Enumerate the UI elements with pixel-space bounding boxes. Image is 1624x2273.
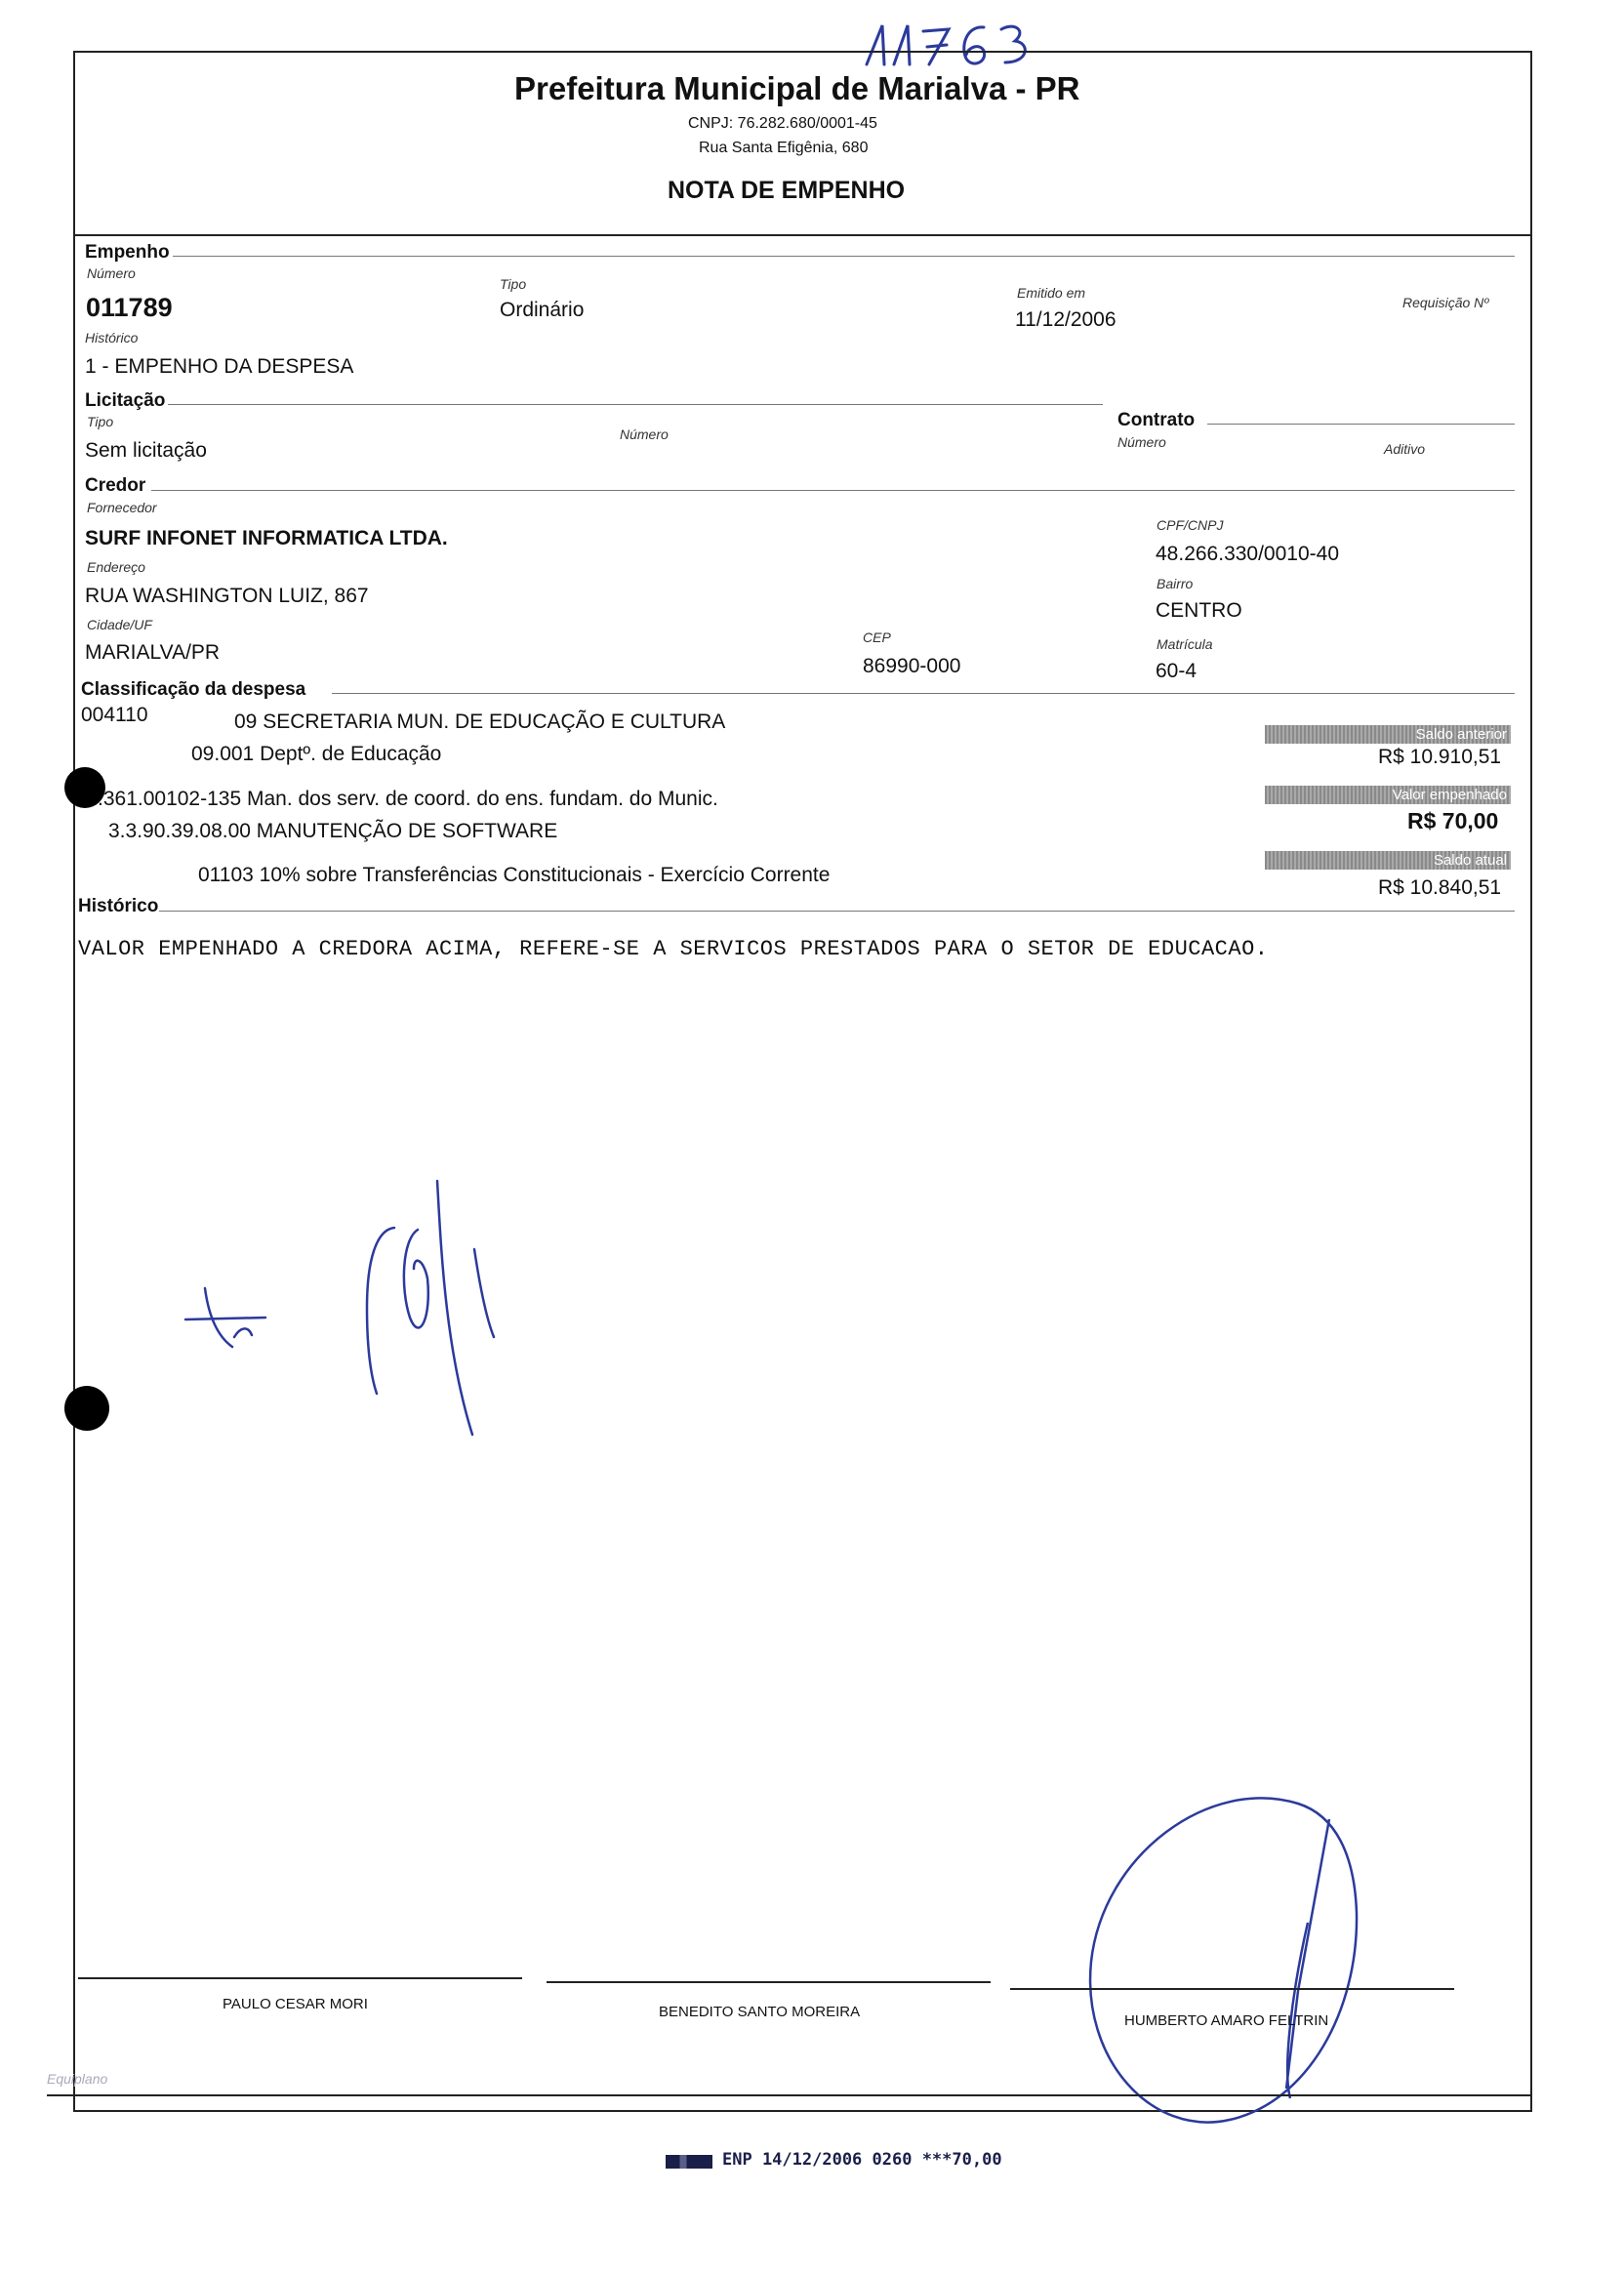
empenho-numero-label: Número: [87, 265, 136, 281]
classificacao-funcional: .361.00102-135 Man. dos serv. de coord. do ens. fundam. do Munic.: [98, 788, 718, 810]
cpf-label: CPF/CNPJ: [1157, 517, 1224, 533]
fornecedor-value: SURF INFONET INFORMATICA LTDA.: [85, 527, 448, 549]
empenho-tipo: Ordinário: [500, 299, 585, 321]
licitacao-tipo: Sem licitação: [85, 439, 207, 462]
credor-rule: [151, 490, 1515, 491]
licitacao-section-label: Licitação: [85, 390, 166, 411]
cidade-value: MARIALVA/PR: [85, 641, 221, 664]
valor-empenhado-label: Valor empenhado: [1265, 786, 1511, 804]
classificacao-code: 004110: [81, 704, 148, 726]
empenho-historico: 1 - EMPENHO DA DESPESA: [85, 355, 354, 378]
classificacao-rule: [332, 693, 1515, 694]
cep-value: 86990-000: [863, 655, 961, 677]
cidade-label: Cidade/UF: [87, 617, 152, 632]
saldo-anterior-label: Saldo anterior: [1265, 725, 1511, 744]
bairro-value: CENTRO: [1156, 599, 1242, 622]
endereco-label: Endereço: [87, 559, 145, 575]
header-cnpj: CNPJ: 76.282.680/0001-45: [688, 115, 877, 132]
licitacao-rule: [168, 404, 1103, 405]
endereco-value: RUA WASHINGTON LUIZ, 867: [85, 585, 369, 607]
header-title: Prefeitura Municipal de Marialva - PR: [514, 70, 1080, 106]
historico-section-label: Histórico: [78, 896, 159, 916]
signature-name-2: BENEDITO SANTO MOREIRA: [659, 2004, 861, 2020]
stamp-logo-icon: [666, 2155, 712, 2169]
fornecedor-label: Fornecedor: [87, 500, 157, 515]
empenho-tipo-label: Tipo: [500, 276, 527, 292]
handwritten-initials: [176, 1171, 547, 1454]
doc-title: NOTA DE EMPENHO: [668, 177, 906, 204]
licitacao-tipo-label: Tipo: [87, 414, 114, 429]
historico-rule: [159, 911, 1515, 912]
contrato-numero-label: Número: [1117, 434, 1166, 450]
authentication-stamp: ENP 14/12/2006 0260 ***70,00: [722, 2150, 1002, 2170]
signature-line-2: [547, 1981, 991, 1983]
saldo-atual-label: Saldo atual: [1265, 851, 1511, 870]
empenho-rule: [173, 256, 1515, 257]
saldo-anterior-value: R$ 10.910,51: [1378, 746, 1502, 768]
classificacao-section-label: Classificação da despesa: [81, 679, 306, 700]
signature-name-1: PAULO CESAR MORI: [223, 1996, 368, 2012]
classificacao-departamento: 09.001 Deptº. de Educação: [191, 743, 442, 765]
empenho-historico-label: Histórico: [85, 330, 139, 345]
valor-empenhado-value: R$ 70,00: [1407, 808, 1499, 833]
classificacao-secretaria: 09 SECRETARIA MUN. DE EDUCAÇÃO E CULTURA: [234, 710, 726, 733]
contrato-aditivo-label: Aditivo: [1384, 441, 1426, 457]
matricula-label: Matrícula: [1157, 636, 1213, 652]
empenho-numero: 011789: [86, 293, 173, 322]
software-watermark: Equiplano: [47, 2071, 108, 2087]
saldo-atual-value: R$ 10.840,51: [1378, 876, 1502, 899]
signature-line-3: [1010, 1988, 1454, 1990]
cpf-value: 48.266.330/0010-40: [1156, 543, 1340, 565]
requisicao-label: Requisição Nº: [1402, 295, 1489, 310]
classificacao-natureza: 3.3.90.39.08.00 MANUTENÇÃO DE SOFTWARE: [108, 820, 558, 842]
matricula-value: 60-4: [1156, 660, 1198, 682]
bairro-label: Bairro: [1157, 576, 1194, 591]
signature-name-3: HUMBERTO AMARO FELTRIN: [1124, 2012, 1329, 2029]
contrato-rule: [1207, 424, 1515, 425]
signature-line-1: [78, 1977, 522, 1979]
signature-scribble: [1074, 1776, 1386, 2147]
credor-section-label: Credor: [85, 475, 146, 496]
header-address: Rua Santa Efigênia, 680: [699, 140, 869, 156]
contrato-section-label: Contrato: [1117, 410, 1196, 430]
classificacao-fonte: 01103 10% sobre Transferências Constitucionais - Exercício Corrente: [198, 864, 831, 886]
licitacao-numero-label: Número: [620, 426, 669, 442]
footer-rule: [47, 2094, 1532, 2096]
header-divider: [73, 234, 1532, 236]
emitido-label: Emitido em: [1017, 285, 1086, 301]
empenho-section-label: Empenho: [85, 242, 170, 263]
emitido-value: 11/12/2006: [1015, 308, 1116, 331]
punch-hole-left: [64, 1386, 109, 1431]
historico-text: VALOR EMPENHADO A CREDORA ACIMA, REFERE-SE A SERVICOS PRESTADOS PARA O SETOR DE EDUCACAO.: [78, 937, 1269, 961]
cep-label: CEP: [863, 629, 891, 645]
